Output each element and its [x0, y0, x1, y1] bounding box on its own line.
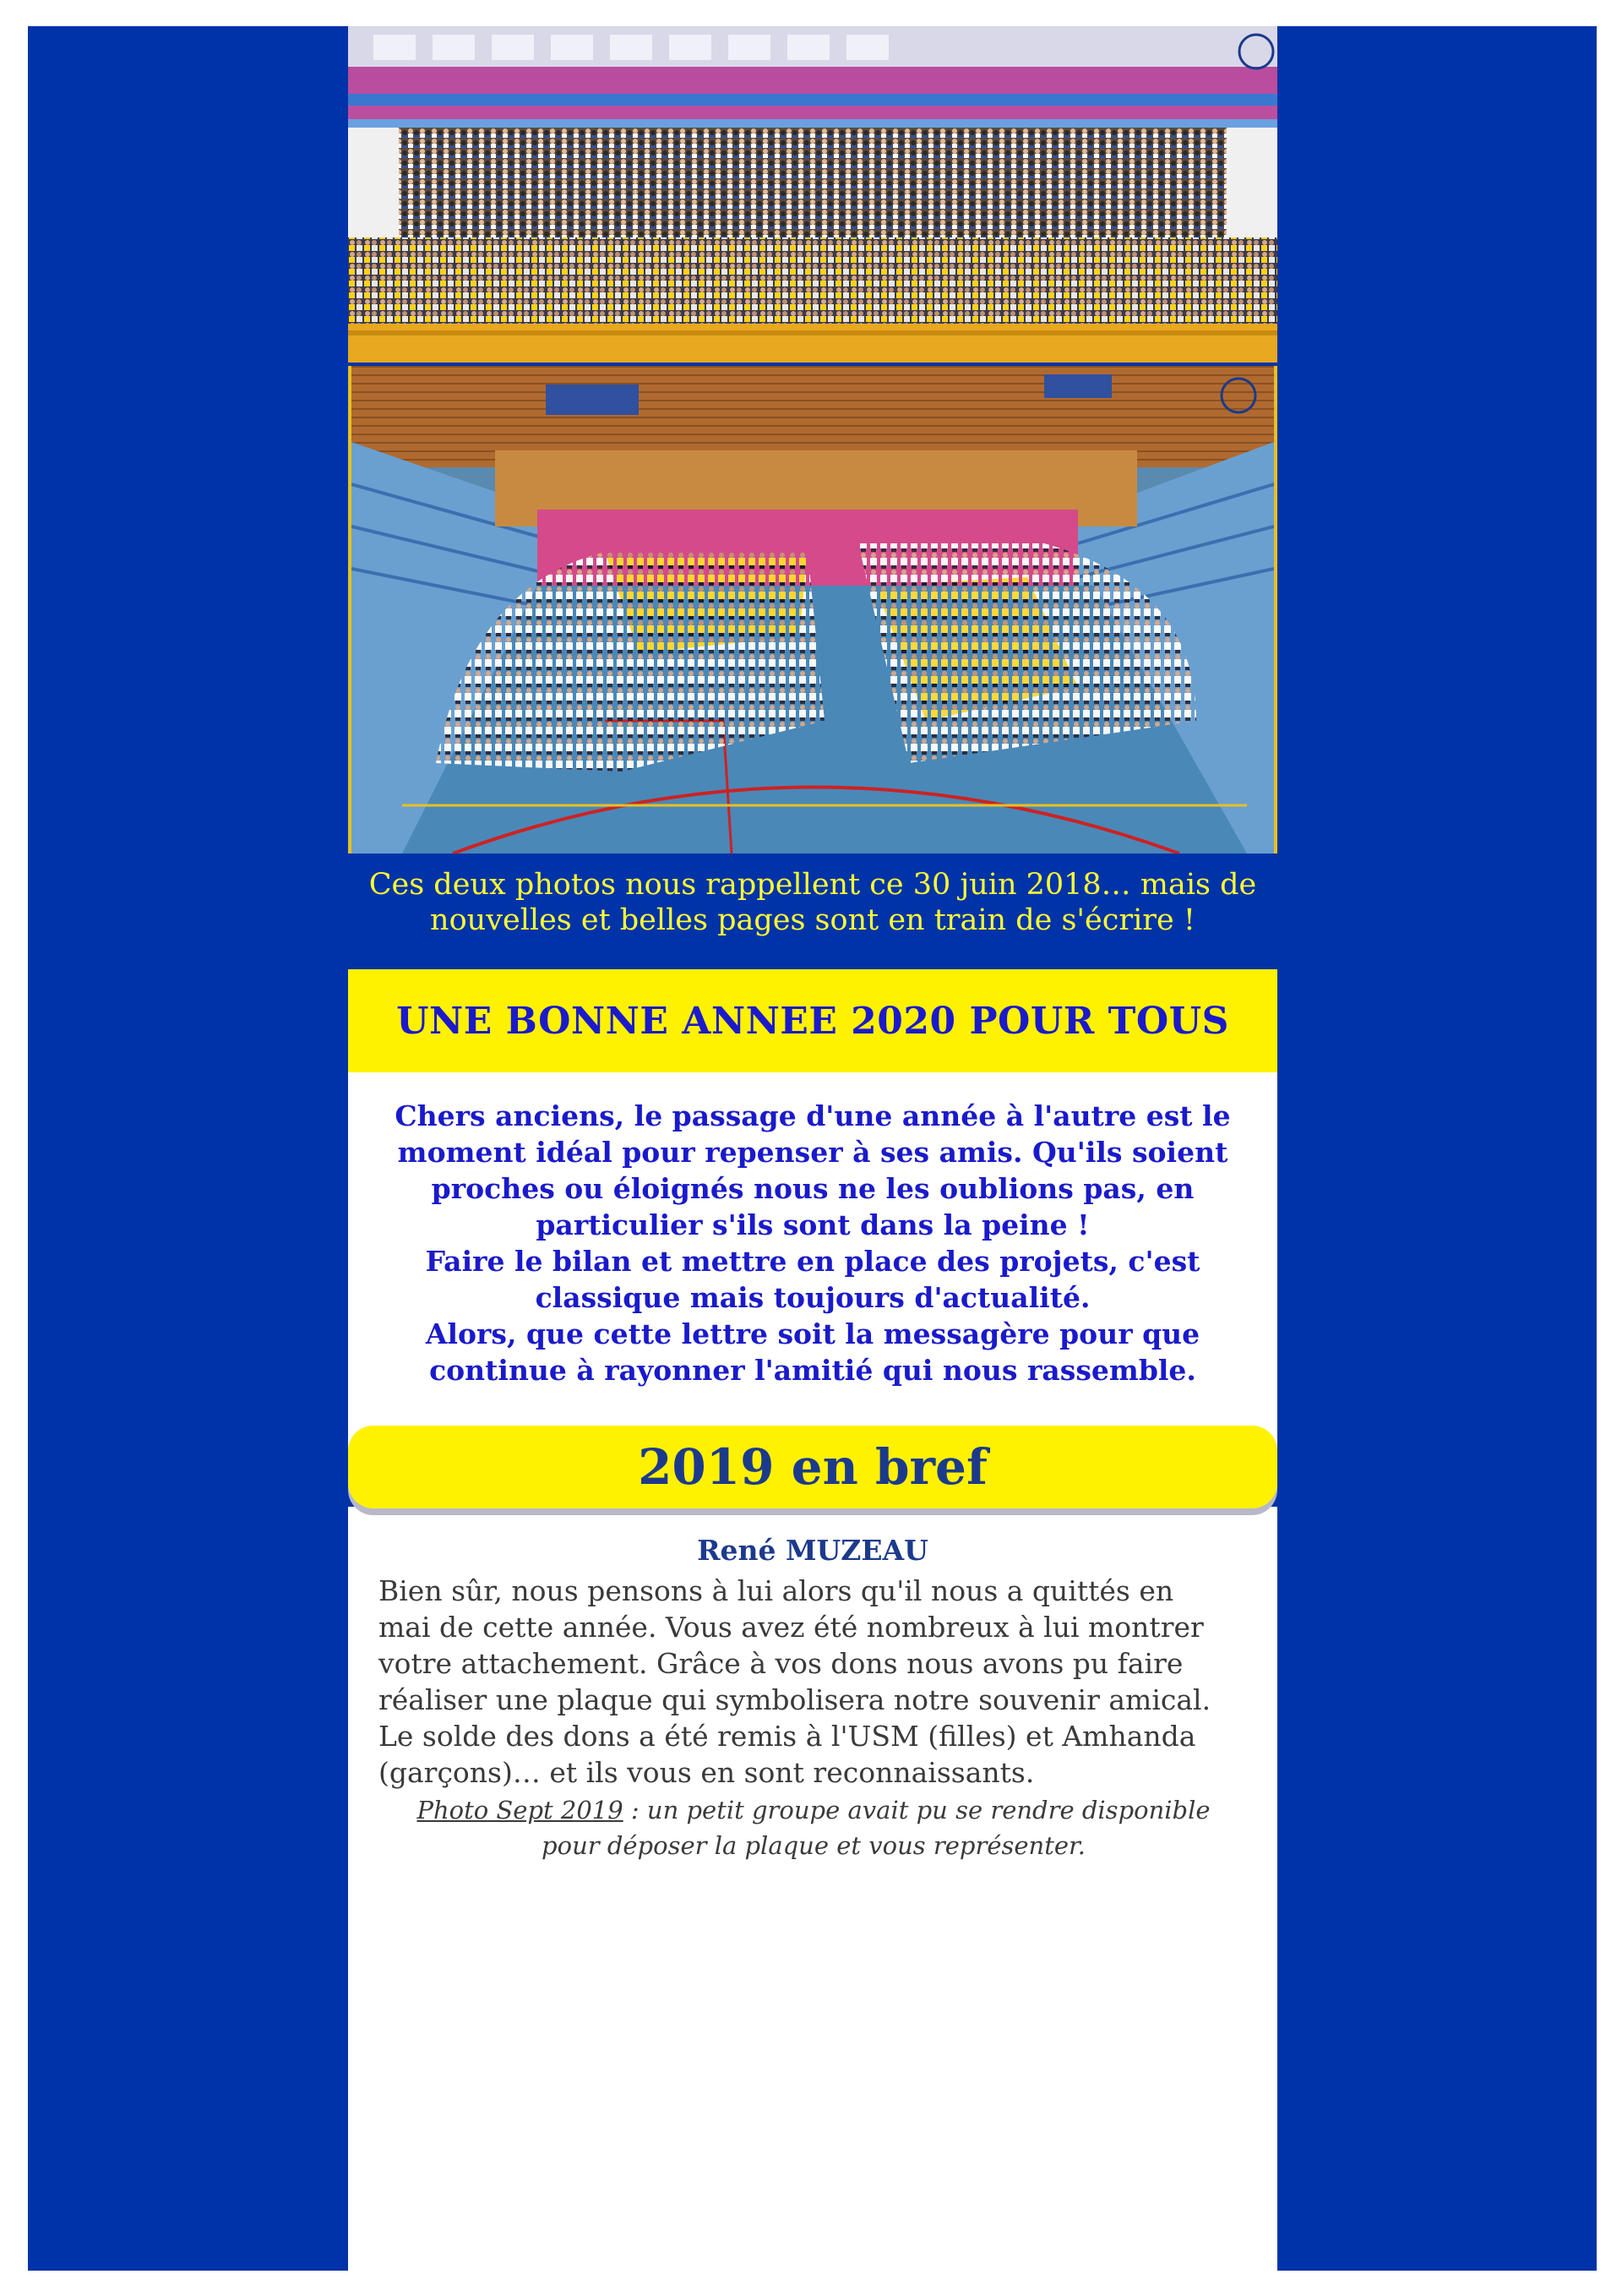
section-header-pill — [348, 1426, 1277, 1508]
article-body — [378, 1573, 1249, 1791]
greeting-line: moment idéal pour repenser à ses amis. Qu'ils soient — [397, 1136, 1228, 1169]
article-heading: René MUZEAU — [697, 1534, 928, 1567]
greeting-block — [348, 1072, 1277, 1451]
greeting-line: proches ou éloignés nous ne les oublions pas, en — [431, 1172, 1195, 1205]
photo-caption — [348, 867, 1277, 938]
people-forming-shape-image — [351, 366, 1274, 854]
photo-note-line-2: pour déposer la plaque et vous représenter. — [542, 1831, 1086, 1860]
group-photo-court — [348, 366, 1277, 854]
article-line: mai de cette année. Vous avez été nombreux à lui montrer — [378, 1611, 1204, 1644]
caption-line-2: nouvelles et belles pages sont en train de s'écrire ! — [430, 903, 1195, 937]
photo-note — [378, 1792, 1249, 1863]
greeting-line: Faire le bilan et mettre en place des projets, c'est — [425, 1245, 1200, 1278]
newsletter-column — [348, 26, 1277, 2271]
photo-note-line-1: : un petit groupe avait pu se rendre disponible — [623, 1796, 1211, 1824]
group-photo-stands — [348, 26, 1277, 363]
crowd-in-stands-image — [348, 26, 1277, 363]
banner-title: UNE BONNE ANNEE 2020 POUR TOUS — [396, 999, 1229, 1043]
article-rene-muzeau — [348, 1507, 1277, 2271]
article-line: Le solde des dons a été remis à l'USM (filles) et Amhanda — [378, 1720, 1196, 1753]
greeting-line: classique mais toujours d'actualité. — [535, 1281, 1091, 1314]
article-line: (garçons)… et ils vous en sont reconnaissants. — [378, 1756, 1035, 1789]
article-line: Bien sûr, nous pensons à lui alors qu'il nous a quittés en — [378, 1574, 1174, 1607]
article-line: votre attachement. Grâce à vos dons nous avons pu faire — [378, 1647, 1184, 1680]
greeting-line: Chers anciens, le passage d'une année à l'autre est le — [395, 1099, 1231, 1132]
photo-link[interactable]: Photo Sept 2019 — [416, 1796, 623, 1824]
article-line: réaliser une plaque qui symbolisera notre souvenir amical. — [378, 1683, 1211, 1716]
section-title: 2019 en bref — [638, 1438, 988, 1496]
greeting-text — [373, 1098, 1252, 1388]
caption-line-1: Ces deux photos nous rappellent ce 30 juin 2018… mais de — [368, 868, 1257, 902]
new-year-banner — [348, 969, 1277, 1072]
greeting-line: particulier s'ils sont dans la peine ! — [536, 1208, 1090, 1241]
greeting-line: Alors, que cette lettre soit la messagère pour que — [425, 1317, 1200, 1350]
greeting-line: continue à rayonner l'amitié qui nous rassemble. — [429, 1354, 1196, 1387]
